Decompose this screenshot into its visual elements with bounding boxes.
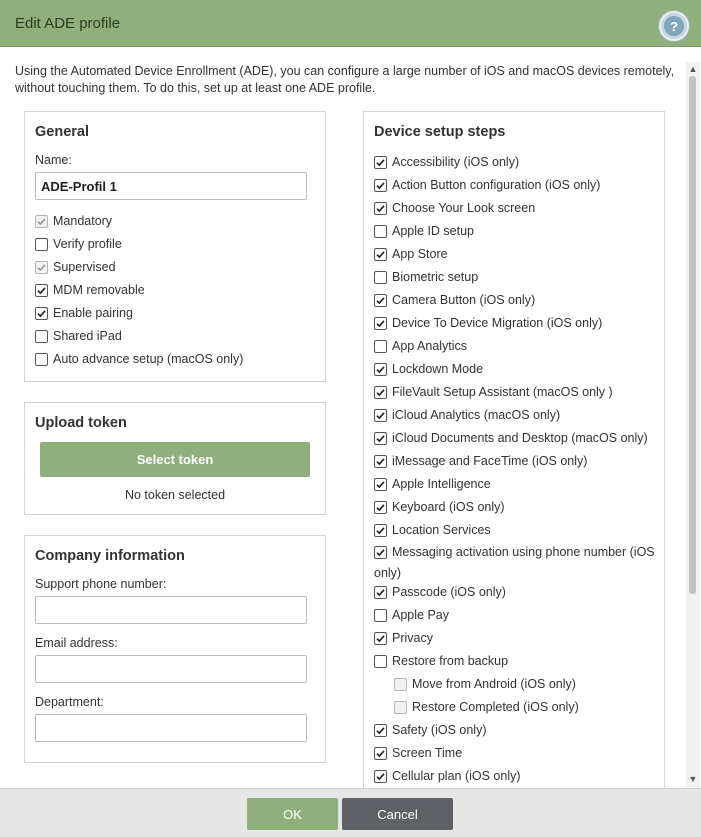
checkbox-label: Device To Device Migration (iOS only) <box>392 316 603 330</box>
email-input[interactable] <box>35 655 307 683</box>
checkbox-icon <box>374 655 387 668</box>
checkbox-label: iMessage and FaceTime (iOS only) <box>392 454 588 468</box>
checkbox-label: Action Button configuration (iOS only) <box>392 178 601 192</box>
checkbox-label: App Store <box>392 247 448 261</box>
checkbox-icon <box>374 317 387 330</box>
step-accessibility[interactable] <box>374 153 519 171</box>
checkbox-label: Supervised <box>53 260 116 274</box>
checkbox-icon <box>374 271 387 284</box>
step-lockdown-mode[interactable] <box>374 360 483 378</box>
step-messaging-activation[interactable] <box>374 542 664 584</box>
checkbox-label: Choose Your Look screen <box>392 201 536 215</box>
checkbox-icon <box>374 248 387 261</box>
checkbox-label: Apple Intelligence <box>392 477 491 491</box>
step-move-from-android[interactable] <box>394 675 576 693</box>
checkbox-label: iCloud Analytics (macOS only) <box>392 408 561 422</box>
company-info-heading: Company information <box>35 548 185 564</box>
checkbox-label: Safety (iOS only) <box>392 723 487 737</box>
checkbox-verify-profile[interactable] <box>35 235 122 253</box>
department-label: Department: <box>35 695 104 709</box>
dialog-footer <box>0 788 701 837</box>
step-apple-id[interactable] <box>374 222 474 240</box>
token-status: No token selected <box>124 488 226 502</box>
checkbox-label: Passcode (iOS only) <box>392 585 506 599</box>
checkbox-label: Enable pairing <box>53 306 133 320</box>
upload-token-panel <box>24 402 326 515</box>
support-phone-label: Support phone number: <box>35 577 167 591</box>
step-action-button[interactable] <box>374 176 600 194</box>
checkbox-icon <box>35 261 48 274</box>
checkbox-icon <box>394 701 407 714</box>
checkbox-label: Lockdown Mode <box>392 362 484 376</box>
checkbox-icon <box>374 294 387 307</box>
checkbox-icon <box>35 284 48 297</box>
checkbox-icon <box>374 632 387 645</box>
select-token-button[interactable]: Select token <box>40 442 310 477</box>
checkbox-label: App Analytics <box>392 339 468 353</box>
checkbox-label: Location Services <box>392 523 491 537</box>
email-label: Email address: <box>35 636 118 650</box>
checkbox-icon <box>374 524 387 537</box>
content-scrollbar[interactable] <box>686 62 700 788</box>
dialog-content <box>0 48 687 788</box>
support-phone-input[interactable] <box>35 596 307 624</box>
step-privacy[interactable] <box>374 629 433 647</box>
name-input[interactable] <box>35 172 307 200</box>
checkbox-label: Apple Pay <box>392 608 449 622</box>
checkbox-label: Apple ID setup <box>392 224 474 238</box>
step-icloud-analytics[interactable] <box>374 406 560 424</box>
step-imessage-facetime[interactable] <box>374 452 587 470</box>
checkbox-icon <box>374 202 387 215</box>
checkbox-label: Auto advance setup (macOS only) <box>53 352 244 366</box>
step-restore-backup[interactable] <box>374 652 508 670</box>
step-restore-completed[interactable] <box>394 698 579 716</box>
checkbox-label: Shared iPad <box>53 329 122 343</box>
scroll-down-arrow-icon[interactable]: ▼ <box>688 774 698 784</box>
checkbox-label: Camera Button (iOS only) <box>392 293 536 307</box>
cancel-button[interactable]: Cancel <box>342 798 453 830</box>
step-cellular-plan[interactable] <box>374 767 521 785</box>
checkbox-icon <box>374 609 387 622</box>
step-camera-button[interactable] <box>374 291 535 309</box>
general-heading: General <box>35 124 89 140</box>
checkbox-label: Verify profile <box>53 237 122 251</box>
scrollbar-thumb[interactable] <box>689 76 696 594</box>
step-app-store[interactable] <box>374 245 448 263</box>
step-apple-intelligence[interactable] <box>374 475 491 493</box>
checkbox-icon <box>35 238 48 251</box>
checkbox-icon <box>35 353 48 366</box>
checkbox-icon <box>374 478 387 491</box>
checkbox-icon <box>374 156 387 169</box>
upload-token-heading: Upload token <box>35 415 127 431</box>
checkbox-icon <box>374 724 387 737</box>
step-icloud-documents[interactable] <box>374 429 648 447</box>
checkbox-label: MDM removable <box>53 283 145 297</box>
question-mark-icon: ? <box>664 16 684 36</box>
checkbox-mdm-removable[interactable] <box>35 281 145 299</box>
checkbox-label: Accessibility (iOS only) <box>392 155 520 169</box>
checkbox-icon <box>35 330 48 343</box>
step-device-migration[interactable] <box>374 314 602 332</box>
checkbox-icon <box>374 179 387 192</box>
checkbox-label: Restore from backup <box>392 654 509 668</box>
checkbox-icon <box>374 501 387 514</box>
step-apple-pay[interactable] <box>374 606 449 624</box>
checkbox-label: Keyboard (iOS only) <box>392 500 505 514</box>
checkbox-label: FileVault Setup Assistant (macOS only ) <box>392 385 613 399</box>
device-setup-panel <box>363 111 665 788</box>
checkbox-label: Biometric setup <box>392 270 479 284</box>
checkbox-icon <box>374 586 387 599</box>
checkbox-icon <box>35 307 48 320</box>
checkbox-icon <box>374 386 387 399</box>
checkbox-icon <box>374 340 387 353</box>
checkbox-icon <box>374 225 387 238</box>
step-location-services[interactable] <box>374 521 491 539</box>
device-setup-heading: Device setup steps <box>374 124 506 140</box>
dialog-title: Edit ADE profile <box>15 15 121 32</box>
checkbox-icon <box>35 215 48 228</box>
checkbox-label: Screen Time <box>392 746 463 760</box>
company-info-panel <box>24 535 326 763</box>
name-label: Name: <box>35 153 72 167</box>
checkbox-label: Move from Android (iOS only) <box>412 677 576 691</box>
checkbox-enable-pairing[interactable] <box>35 304 133 322</box>
step-keyboard[interactable] <box>374 498 505 516</box>
step-screen-time[interactable] <box>374 744 462 762</box>
ok-button[interactable]: OK <box>247 798 338 830</box>
step-biometric[interactable] <box>374 268 478 286</box>
checkbox-icon <box>374 747 387 760</box>
step-safety[interactable] <box>374 721 486 739</box>
scroll-up-arrow-icon[interactable]: ▲ <box>688 64 698 74</box>
checkbox-icon <box>374 455 387 468</box>
checkbox-icon <box>374 546 387 559</box>
checkbox-label: iCloud Documents and Desktop (macOS only) <box>392 431 648 445</box>
checkbox-mandatory[interactable] <box>35 212 112 230</box>
department-input[interactable] <box>35 714 307 742</box>
step-filevault[interactable] <box>374 383 613 401</box>
checkbox-label: Mandatory <box>53 214 113 228</box>
checkbox-icon <box>394 678 407 691</box>
checkbox-label: Privacy <box>392 631 433 645</box>
checkbox-icon <box>374 409 387 422</box>
checkbox-supervised[interactable] <box>35 258 116 276</box>
help-button[interactable] <box>659 11 689 41</box>
dialog-titlebar <box>0 0 701 47</box>
step-passcode[interactable] <box>374 583 506 601</box>
step-app-analytics[interactable] <box>374 337 467 355</box>
step-choose-look[interactable] <box>374 199 535 217</box>
intro-text: Using the Automated Device Enrollment (ADE), you can configure a large number of iOS and macOS devices remotely, without touching them. To do this, set up at least one ADE profile. <box>15 64 675 95</box>
checkbox-icon <box>374 770 387 783</box>
checkbox-label: Cellular plan (iOS only) <box>392 769 521 783</box>
checkbox-icon <box>374 432 387 445</box>
checkbox-shared-ipad[interactable] <box>35 327 122 345</box>
checkbox-label: Messaging activation using phone number (iOS only) <box>374 545 655 580</box>
checkbox-auto-advance-setup[interactable] <box>35 350 243 368</box>
general-panel <box>24 111 326 382</box>
checkbox-icon <box>374 363 387 376</box>
checkbox-label: Restore Completed (iOS only) <box>412 700 579 714</box>
